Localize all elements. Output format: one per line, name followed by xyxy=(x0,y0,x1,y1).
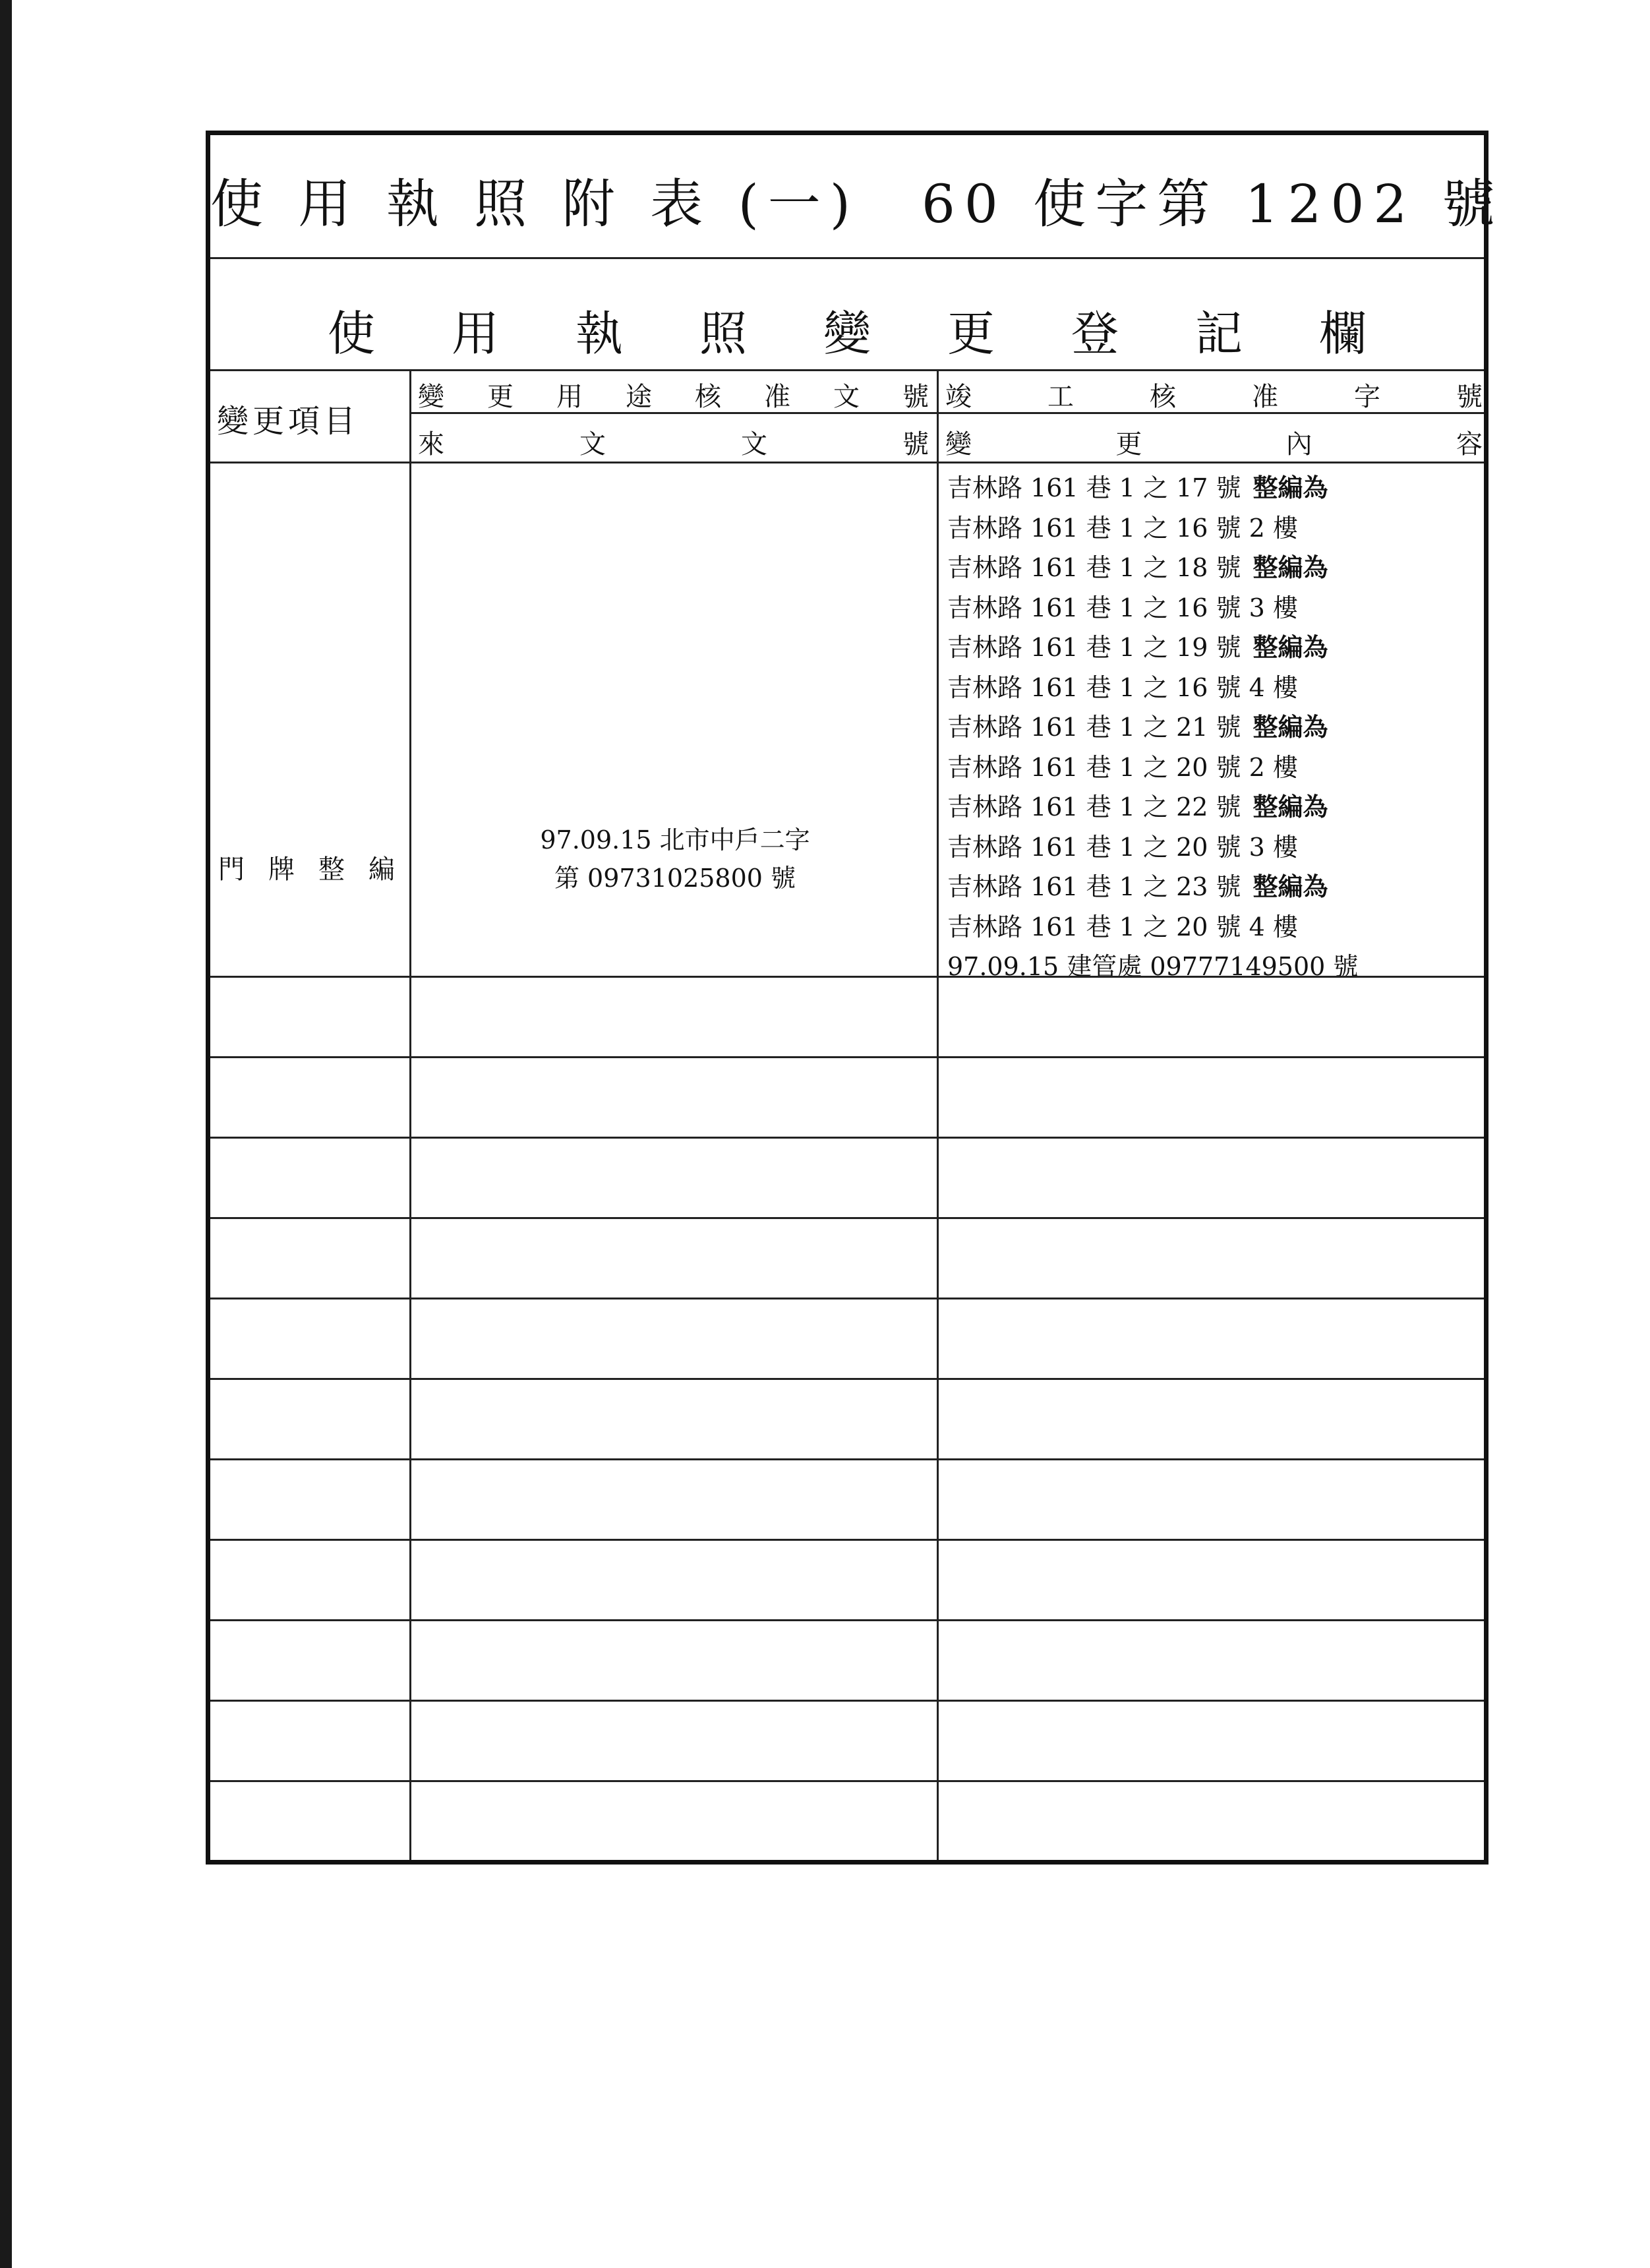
header-char: 容 xyxy=(1456,429,1483,460)
content-line: 吉林路 161 巷 1 之 18 號 整編為 xyxy=(947,552,1328,582)
heading-char: 使 xyxy=(327,306,375,361)
heading-char: 用 xyxy=(451,306,499,361)
header-char: 途 xyxy=(626,382,652,412)
row-divider xyxy=(210,1458,1484,1460)
content-line: 吉林路 161 巷 1 之 23 號 整編為 xyxy=(947,872,1328,901)
content-line: 吉林路 161 巷 1 之 16 號 3 樓 xyxy=(947,593,1298,622)
header-char: 號 xyxy=(902,429,929,460)
row-divider xyxy=(210,1298,1484,1299)
header-char: 文 xyxy=(741,429,767,460)
header-char: 核 xyxy=(695,382,721,412)
row-divider xyxy=(210,1539,1484,1541)
reference-line: 第 09731025800 號 xyxy=(554,864,796,893)
reference-line: 97.09.15 北市中戶二字 xyxy=(540,825,810,854)
header-char: 來 xyxy=(418,429,444,460)
header-char: 核 xyxy=(1150,382,1176,412)
divider xyxy=(210,462,1484,463)
divider xyxy=(210,257,1484,259)
heading-char: 更 xyxy=(947,306,995,361)
header-change-content xyxy=(945,423,1483,461)
header-incoming-doc xyxy=(418,423,929,461)
content-line: 吉林路 161 巷 1 之 16 號 2 樓 xyxy=(947,513,1298,543)
header-char: 工 xyxy=(1047,382,1074,412)
content-line: 97.09.15 建管處 09777149500 號 xyxy=(947,952,1359,981)
content-line: 吉林路 161 巷 1 之 20 號 4 樓 xyxy=(947,912,1298,941)
header-char: 變 xyxy=(418,382,444,412)
column-divider xyxy=(937,369,939,1860)
header-char: 更 xyxy=(487,382,514,412)
row-change-item: 門牌整編 xyxy=(218,854,419,885)
heading-char: 登 xyxy=(1071,306,1119,361)
header-char: 字 xyxy=(1354,382,1380,412)
header-char: 用 xyxy=(556,382,583,412)
content-line: 吉林路 161 巷 1 之 22 號 整編為 xyxy=(947,792,1328,821)
row-divider xyxy=(210,976,1484,978)
row-divider xyxy=(210,1217,1484,1219)
row-divider xyxy=(210,1056,1484,1058)
row-divider xyxy=(210,1378,1484,1380)
header-approval-doc xyxy=(418,376,929,413)
header-char: 內 xyxy=(1285,429,1312,460)
header-char: 准 xyxy=(764,382,790,412)
row-divider xyxy=(210,1619,1484,1621)
row-reference xyxy=(411,821,939,897)
register-table xyxy=(206,131,1504,1865)
heading-char: 執 xyxy=(575,306,623,361)
scan-edge xyxy=(0,0,12,2268)
header-char: 號 xyxy=(1456,382,1483,412)
row-divider xyxy=(210,1137,1484,1139)
heading-char: 欄 xyxy=(1318,306,1367,361)
content-line: 吉林路 161 巷 1 之 19 號 整編為 xyxy=(947,632,1328,662)
content-line: 吉林路 161 巷 1 之 20 號 2 樓 xyxy=(947,752,1298,782)
header-change-item: 變更項目 xyxy=(217,403,360,440)
heading-char: 變 xyxy=(823,306,871,361)
row-divider xyxy=(210,1700,1484,1702)
divider xyxy=(210,369,1484,371)
header-char: 竣 xyxy=(945,382,972,412)
page-title: 使 用 執 照 附 表 (一) 60 使字第 1202 號 xyxy=(210,173,1504,235)
header-char: 文 xyxy=(833,382,860,412)
header-char: 變 xyxy=(945,429,972,460)
section-heading xyxy=(210,284,1484,376)
heading-char: 記 xyxy=(1194,306,1243,361)
header-char: 更 xyxy=(1115,429,1142,460)
row-change-content xyxy=(947,468,1358,987)
column-divider xyxy=(409,369,411,1860)
content-line: 吉林路 161 巷 1 之 20 號 3 樓 xyxy=(947,832,1298,862)
header-char: 准 xyxy=(1252,382,1278,412)
heading-char: 照 xyxy=(699,306,747,361)
content-line: 吉林路 161 巷 1 之 16 號 4 樓 xyxy=(947,672,1298,702)
row-divider xyxy=(210,1780,1484,1782)
content-line: 吉林路 161 巷 1 之 17 號 整編為 xyxy=(947,473,1328,502)
header-char: 號 xyxy=(902,382,929,412)
header-char: 文 xyxy=(579,429,606,460)
header-completion xyxy=(945,376,1483,413)
content-line: 吉林路 161 巷 1 之 21 號 整編為 xyxy=(947,712,1328,742)
